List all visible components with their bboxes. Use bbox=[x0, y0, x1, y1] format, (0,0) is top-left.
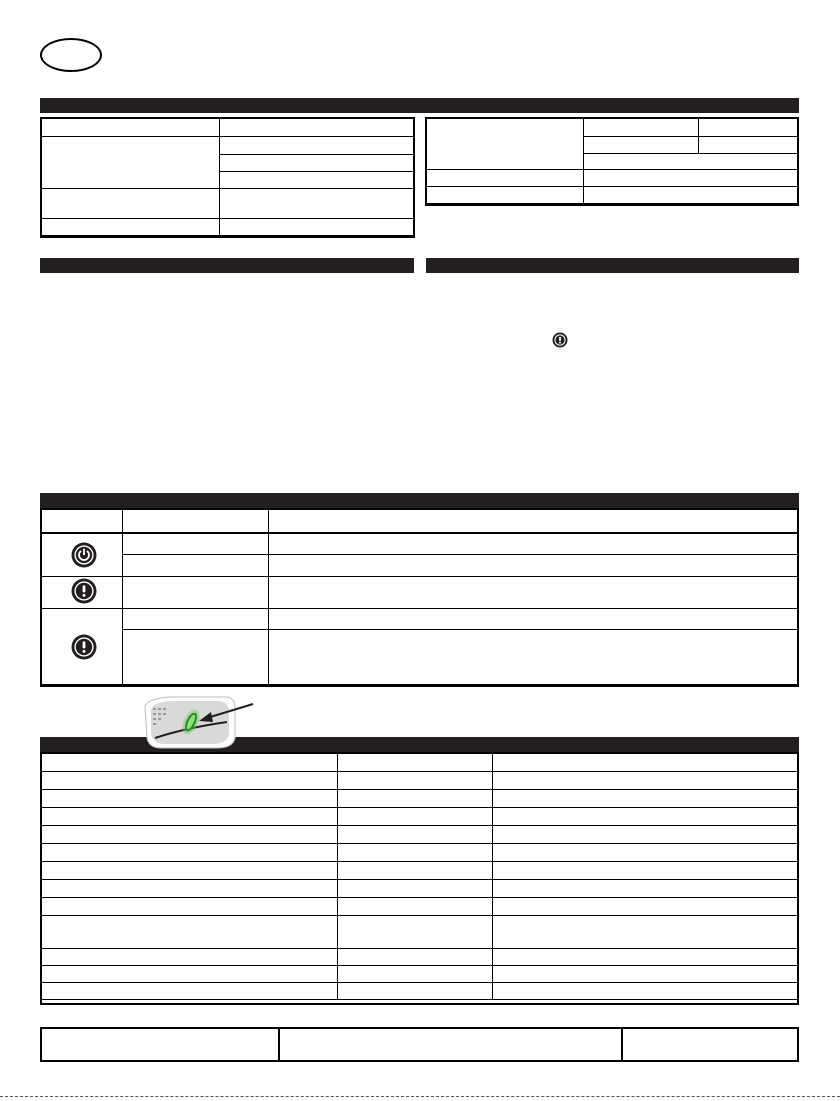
status-cell bbox=[42, 754, 338, 772]
status-cell bbox=[42, 916, 338, 949]
status-cell bbox=[338, 966, 493, 983]
specs-left-table bbox=[41, 118, 415, 236]
specs-right-cell bbox=[699, 119, 799, 137]
status-cell bbox=[338, 898, 493, 916]
specs-left-cell bbox=[42, 137, 220, 189]
specs-left-cell bbox=[220, 137, 415, 155]
attention-icon bbox=[71, 634, 97, 660]
specs-left-cell bbox=[42, 219, 220, 236]
device-led-illustration bbox=[135, 694, 295, 752]
status-cell bbox=[42, 880, 338, 898]
status-cell bbox=[493, 966, 799, 983]
status-cell bbox=[338, 772, 493, 790]
specs-right-cell bbox=[427, 119, 584, 170]
status-cell bbox=[42, 790, 338, 808]
status-cell bbox=[42, 772, 338, 790]
status-cell bbox=[42, 826, 338, 844]
specs-right-cell bbox=[584, 187, 799, 204]
specs-right-cell bbox=[584, 170, 799, 187]
status-cell bbox=[493, 983, 799, 1000]
status-cell bbox=[42, 844, 338, 862]
specs-right-cell bbox=[584, 119, 699, 137]
status-cell bbox=[338, 844, 493, 862]
specs-right-table bbox=[426, 118, 799, 204]
status-cell bbox=[42, 983, 338, 1000]
indicator-header bbox=[123, 510, 269, 533]
footer-box bbox=[40, 1027, 799, 1062]
right-section-body bbox=[426, 280, 799, 480]
indicator-meaning bbox=[269, 533, 799, 555]
attention-icon bbox=[552, 332, 568, 348]
attention-icon bbox=[71, 578, 97, 604]
specs-left-cell bbox=[220, 172, 415, 189]
status-cell bbox=[493, 790, 799, 808]
status-cell bbox=[493, 754, 799, 772]
indicator-state bbox=[123, 533, 269, 555]
status-cell bbox=[338, 826, 493, 844]
status-cell bbox=[42, 898, 338, 916]
indicator-state bbox=[123, 555, 269, 577]
indicator-meaning bbox=[269, 577, 799, 609]
status-cell bbox=[493, 880, 799, 898]
status-cell bbox=[493, 772, 799, 790]
specs-left-cell bbox=[220, 219, 415, 236]
footer-cell bbox=[623, 1029, 797, 1060]
power-icon bbox=[71, 542, 97, 568]
specs-left-cell bbox=[220, 155, 415, 172]
indicator-meaning bbox=[269, 630, 799, 685]
status-cell bbox=[338, 949, 493, 966]
status-cell bbox=[338, 880, 493, 898]
status-cell bbox=[493, 949, 799, 966]
status-cell bbox=[338, 754, 493, 772]
indicator-state bbox=[123, 609, 269, 630]
status-cell bbox=[493, 862, 799, 880]
footer-cell bbox=[280, 1029, 623, 1060]
footer-cell bbox=[42, 1029, 280, 1060]
status-cell bbox=[42, 966, 338, 983]
specs-right-cell bbox=[427, 187, 584, 204]
status-cell bbox=[42, 808, 338, 826]
left-section-title bbox=[40, 258, 414, 273]
specs-left-cell bbox=[220, 119, 415, 137]
page-edge-line bbox=[0, 1096, 840, 1097]
specs-right-cell bbox=[699, 137, 799, 154]
status-cell bbox=[338, 916, 493, 949]
indicator-table bbox=[41, 509, 799, 685]
specs-left-cell bbox=[42, 189, 220, 219]
specs-right-cell bbox=[584, 137, 699, 154]
status-cell bbox=[493, 916, 799, 949]
indicator-header bbox=[269, 510, 799, 533]
indicator-state bbox=[123, 630, 269, 685]
specs-right-cell bbox=[427, 170, 584, 187]
status-cell bbox=[42, 862, 338, 880]
specs-left-cell bbox=[42, 119, 220, 137]
status-table bbox=[41, 753, 799, 1000]
status-cell bbox=[493, 898, 799, 916]
status-cell bbox=[493, 808, 799, 826]
right-section-title bbox=[426, 258, 799, 273]
indicator-meaning bbox=[269, 609, 799, 630]
status-cell bbox=[338, 790, 493, 808]
status-cell bbox=[338, 862, 493, 880]
status-cell bbox=[493, 826, 799, 844]
specs-section-title bbox=[40, 98, 799, 113]
indicator-meaning bbox=[269, 555, 799, 577]
indicator-header bbox=[42, 510, 123, 533]
status-cell bbox=[338, 983, 493, 1000]
left-section-body bbox=[40, 280, 414, 480]
specs-left-cell bbox=[220, 189, 415, 219]
status-cell bbox=[338, 808, 493, 826]
indicator-state bbox=[123, 577, 269, 609]
status-cell bbox=[42, 949, 338, 966]
language-badge bbox=[40, 38, 102, 72]
indicator-section-title bbox=[40, 493, 799, 508]
status-cell bbox=[493, 844, 799, 862]
